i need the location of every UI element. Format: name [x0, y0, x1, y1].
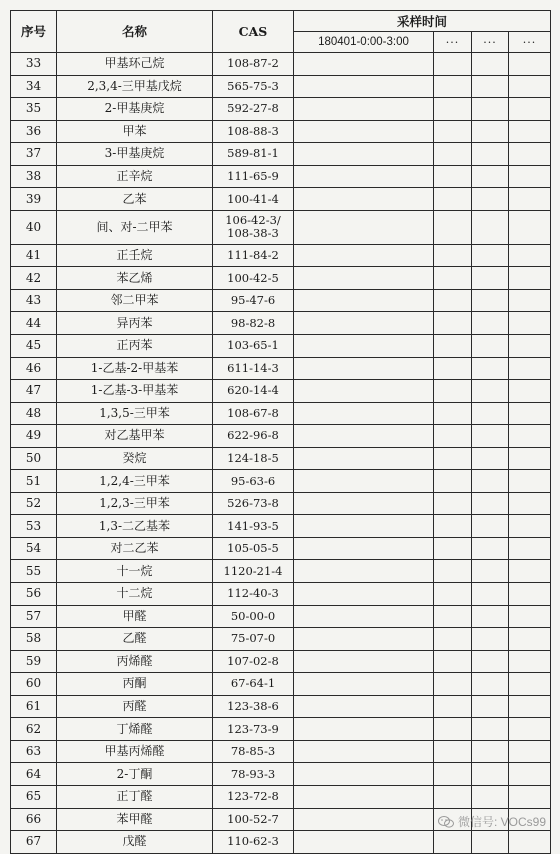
sample-cell: [472, 718, 509, 741]
row-number: 59: [11, 650, 57, 673]
sample-cell: [434, 447, 472, 470]
row-number: 46: [11, 357, 57, 380]
row-number: 36: [11, 120, 57, 143]
sample-cell: [472, 312, 509, 335]
sample-cell: [294, 515, 434, 538]
sample-cell: [434, 357, 472, 380]
row-number: 39: [11, 188, 57, 211]
table-row: [11, 650, 551, 673]
compound-name: 苯甲醛: [57, 808, 213, 831]
compound-name: 1,2,4-三甲苯: [57, 470, 213, 493]
sample-cell: [294, 673, 434, 696]
compound-name: 丙酮: [57, 673, 213, 696]
cas-number: 78-93-3: [213, 763, 294, 786]
sample-cell: [509, 267, 551, 290]
row-number: 45: [11, 335, 57, 358]
sample-cell: [509, 515, 551, 538]
compound-name: 1,3,5-三甲苯: [57, 402, 213, 425]
sample-cell: [294, 650, 434, 673]
sample-cell: [472, 515, 509, 538]
compound-name: 乙醛: [57, 628, 213, 651]
table-row: [11, 267, 551, 290]
watermark: [438, 813, 546, 830]
row-number: 42: [11, 267, 57, 290]
time-slot-header: ···: [509, 32, 551, 53]
cas-number: 123-73-9: [213, 718, 294, 741]
sample-cell: [294, 808, 434, 831]
sample-cell: [509, 695, 551, 718]
compound-name: 甲苯: [57, 120, 213, 143]
sample-cell: [509, 447, 551, 470]
sample-cell: [434, 763, 472, 786]
row-number: 67: [11, 831, 57, 854]
compound-name: 2-丁酮: [57, 763, 213, 786]
sample-cell: [294, 402, 434, 425]
sample-cell: [509, 785, 551, 808]
sample-cell: [434, 289, 472, 312]
table-row: [11, 335, 551, 358]
row-number: 60: [11, 673, 57, 696]
sample-cell: [509, 289, 551, 312]
cas-number: 124-18-5: [213, 447, 294, 470]
row-number: 61: [11, 695, 57, 718]
cas-number: 100-52-7: [213, 808, 294, 831]
sample-cell: [509, 425, 551, 448]
cas-number: 108-67-8: [213, 402, 294, 425]
sample-cell: [434, 312, 472, 335]
cas-number: 100-41-4: [213, 188, 294, 211]
compound-name: 2,3,4-三甲基戊烷: [57, 75, 213, 98]
row-number: 43: [11, 289, 57, 312]
sample-cell: [509, 98, 551, 121]
table-row: [11, 53, 551, 76]
sample-cell: [434, 120, 472, 143]
sample-cell: [434, 628, 472, 651]
sample-cell: [509, 312, 551, 335]
compound-name: 甲醛: [57, 605, 213, 628]
compound-name: 苯乙烯: [57, 267, 213, 290]
row-number: 54: [11, 537, 57, 560]
cas-number: 50-00-0: [213, 605, 294, 628]
sample-cell: [434, 673, 472, 696]
table-row: [11, 402, 551, 425]
row-number: 62: [11, 718, 57, 741]
table-row: [11, 560, 551, 583]
compound-name: 丙醛: [57, 695, 213, 718]
sample-cell: [472, 537, 509, 560]
table-row: [11, 289, 551, 312]
table-row: [11, 357, 551, 380]
sample-cell: [472, 740, 509, 763]
sampling-table-sheet: [10, 10, 550, 854]
row-number: 64: [11, 763, 57, 786]
sample-cell: [294, 425, 434, 448]
table-row: [11, 718, 551, 741]
table-row: [11, 165, 551, 188]
row-number: 57: [11, 605, 57, 628]
row-number: 51: [11, 470, 57, 493]
cas-number: 1120-21-4: [213, 560, 294, 583]
sample-cell: [294, 537, 434, 560]
sample-cell: [294, 120, 434, 143]
cas-number: 141-93-5: [213, 515, 294, 538]
table-row: [11, 425, 551, 448]
sample-cell: [294, 628, 434, 651]
sample-cell: [434, 188, 472, 211]
sample-cell: [509, 244, 551, 267]
compound-name: 戊醛: [57, 831, 213, 854]
row-number: 48: [11, 402, 57, 425]
wechat-icon: [438, 816, 454, 828]
sample-cell: [472, 402, 509, 425]
cas-number: 622-96-8: [213, 425, 294, 448]
sample-cell: [294, 210, 434, 244]
sample-cell: [472, 53, 509, 76]
row-number: 55: [11, 560, 57, 583]
table-row: [11, 75, 551, 98]
sample-cell: [434, 402, 472, 425]
compound-name: 丙烯醛: [57, 650, 213, 673]
sample-cell: [434, 53, 472, 76]
row-number: 49: [11, 425, 57, 448]
sample-cell: [472, 447, 509, 470]
cas-number: 123-38-6: [213, 695, 294, 718]
sample-cell: [509, 210, 551, 244]
table-body: [11, 53, 551, 854]
row-number: 63: [11, 740, 57, 763]
compound-name: 正壬烷: [57, 244, 213, 267]
cas-number-line: 108-38-3: [227, 226, 279, 241]
sample-cell: [472, 210, 509, 244]
sample-cell: [434, 143, 472, 166]
sample-cell: [472, 357, 509, 380]
table-row: [11, 380, 551, 403]
voc-sampling-table: [10, 10, 551, 854]
sample-cell: [294, 785, 434, 808]
sample-cell: [434, 335, 472, 358]
table-row: [11, 470, 551, 493]
table-row: [11, 605, 551, 628]
cas-number: 95-47-6: [213, 289, 294, 312]
cas-number: 589-81-1: [213, 143, 294, 166]
sample-cell: [472, 188, 509, 211]
table-header: [11, 11, 551, 53]
table-row: [11, 740, 551, 763]
cas-number: 112-40-3: [213, 583, 294, 606]
sample-cell: [472, 673, 509, 696]
table-row: [11, 537, 551, 560]
cas-number: 110-62-3: [213, 831, 294, 854]
table-row: [11, 98, 551, 121]
sample-cell: [472, 75, 509, 98]
sample-cell: [434, 380, 472, 403]
sample-cell: [472, 165, 509, 188]
sample-cell: [509, 143, 551, 166]
sample-cell: [294, 53, 434, 76]
col-header-sampling-time: 采样时间: [294, 11, 551, 32]
sample-cell: [509, 763, 551, 786]
cas-number: 78-85-3: [213, 740, 294, 763]
sample-cell: [294, 289, 434, 312]
sample-cell: [472, 98, 509, 121]
sample-cell: [294, 492, 434, 515]
cas-number: 108-87-2: [213, 53, 294, 76]
compound-name: 甲基环己烷: [57, 53, 213, 76]
sample-cell: [509, 673, 551, 696]
table-row: [11, 188, 551, 211]
sample-cell: [294, 335, 434, 358]
table-row: [11, 312, 551, 335]
cas-number: 526-73-8: [213, 492, 294, 515]
sample-cell: [294, 470, 434, 493]
cas-number: 111-84-2: [213, 244, 294, 267]
sample-cell: [294, 143, 434, 166]
sample-cell: [294, 447, 434, 470]
sample-cell: [434, 695, 472, 718]
cas-number: 103-65-1: [213, 335, 294, 358]
cas-number: 95-63-6: [213, 470, 294, 493]
sample-cell: [472, 785, 509, 808]
table-row: [11, 120, 551, 143]
compound-name: 异丙苯: [57, 312, 213, 335]
sample-cell: [509, 560, 551, 583]
table-row: [11, 492, 551, 515]
sample-cell: [294, 188, 434, 211]
compound-name: 正辛烷: [57, 165, 213, 188]
sample-cell: [294, 98, 434, 121]
sample-cell: [294, 380, 434, 403]
sample-cell: [294, 605, 434, 628]
table-row: [11, 447, 551, 470]
compound-name: 对二乙苯: [57, 537, 213, 560]
compound-name: 十二烷: [57, 583, 213, 606]
sample-cell: [434, 165, 472, 188]
sample-cell: [434, 718, 472, 741]
sample-cell: [434, 560, 472, 583]
sample-cell: [294, 583, 434, 606]
table-row: [11, 628, 551, 651]
table-row: [11, 244, 551, 267]
row-number: 41: [11, 244, 57, 267]
sample-cell: [294, 740, 434, 763]
col-header-name: 名称: [57, 11, 213, 53]
sample-cell: [434, 740, 472, 763]
compound-name: 1-乙基-3-甲基苯: [57, 380, 213, 403]
table-row: [11, 515, 551, 538]
sample-cell: [472, 143, 509, 166]
sample-cell: [434, 492, 472, 515]
sample-cell: [472, 335, 509, 358]
sample-cell: [509, 380, 551, 403]
cas-number: 111-65-9: [213, 165, 294, 188]
sample-cell: [434, 785, 472, 808]
row-number: 58: [11, 628, 57, 651]
sample-cell: [472, 560, 509, 583]
sample-cell: [509, 335, 551, 358]
sample-cell: [509, 583, 551, 606]
sample-cell: [434, 210, 472, 244]
sample-cell: [434, 831, 472, 854]
row-number: 34: [11, 75, 57, 98]
sample-cell: [472, 605, 509, 628]
sample-cell: [509, 188, 551, 211]
sample-cell: [294, 267, 434, 290]
table-row: [11, 210, 551, 244]
sample-cell: [472, 244, 509, 267]
compound-name: 丁烯醛: [57, 718, 213, 741]
row-number: 37: [11, 143, 57, 166]
sample-cell: [434, 267, 472, 290]
compound-name: 3-甲基庚烷: [57, 143, 213, 166]
table-row: [11, 673, 551, 696]
col-header-cas: CAS: [213, 11, 294, 53]
row-number: 53: [11, 515, 57, 538]
cas-number: 67-64-1: [213, 673, 294, 696]
col-header-no: 序号: [11, 11, 57, 53]
row-number: 65: [11, 785, 57, 808]
cas-number-line: 106-42-3/: [225, 213, 281, 228]
cas-number: 98-82-8: [213, 312, 294, 335]
sample-cell: [472, 120, 509, 143]
cas-number: 611-14-3: [213, 357, 294, 380]
row-number: 40: [11, 210, 57, 244]
sample-cell: [509, 470, 551, 493]
sample-cell: [472, 425, 509, 448]
sample-cell: [509, 537, 551, 560]
compound-name: 甲基丙烯醛: [57, 740, 213, 763]
compound-name: 十一烷: [57, 560, 213, 583]
sample-cell: [434, 470, 472, 493]
sample-cell: [472, 267, 509, 290]
time-slot-header: ···: [434, 32, 472, 53]
sample-cell: [509, 628, 551, 651]
row-number: 44: [11, 312, 57, 335]
sample-cell: [509, 357, 551, 380]
sample-cell: [294, 244, 434, 267]
sample-cell: [294, 560, 434, 583]
sample-cell: [472, 289, 509, 312]
row-number: 38: [11, 165, 57, 188]
compound-name: 间、对-二甲苯: [57, 210, 213, 244]
sample-cell: [472, 628, 509, 651]
cas-number: 100-42-5: [213, 267, 294, 290]
row-number: 33: [11, 53, 57, 76]
row-number: 66: [11, 808, 57, 831]
sample-cell: [294, 763, 434, 786]
sample-cell: [509, 740, 551, 763]
sample-cell: [294, 312, 434, 335]
sample-cell: [509, 718, 551, 741]
table-row: [11, 143, 551, 166]
sample-cell: [294, 831, 434, 854]
sample-cell: [472, 470, 509, 493]
cas-number: 565-75-3: [213, 75, 294, 98]
sample-cell: [294, 718, 434, 741]
sample-cell: [434, 537, 472, 560]
row-number: 47: [11, 380, 57, 403]
row-number: 50: [11, 447, 57, 470]
time-slot-header: ···: [472, 32, 509, 53]
sample-cell: [509, 120, 551, 143]
sample-cell: [472, 380, 509, 403]
sample-cell: [434, 650, 472, 673]
sample-cell: [472, 650, 509, 673]
sample-cell: [434, 583, 472, 606]
compound-name: 1,3-二乙基苯: [57, 515, 213, 538]
sample-cell: [294, 165, 434, 188]
cas-number: 620-14-4: [213, 380, 294, 403]
table-row: [11, 583, 551, 606]
cas-number: 105-05-5: [213, 537, 294, 560]
sample-cell: [434, 515, 472, 538]
compound-name: 癸烷: [57, 447, 213, 470]
compound-name: 1,2,3-三甲苯: [57, 492, 213, 515]
row-number: 52: [11, 492, 57, 515]
sample-cell: [509, 165, 551, 188]
sample-cell: [472, 831, 509, 854]
cas-number: [213, 210, 294, 244]
sample-cell: [294, 695, 434, 718]
sample-cell: [294, 357, 434, 380]
time-slot-header: 180401-0:00-3:00: [294, 32, 434, 53]
cas-number: 75-07-0: [213, 628, 294, 651]
compound-name: 正丁醛: [57, 785, 213, 808]
row-number: 35: [11, 98, 57, 121]
sample-cell: [509, 402, 551, 425]
sample-cell: [509, 831, 551, 854]
table-row: [11, 831, 551, 854]
sample-cell: [509, 605, 551, 628]
sample-cell: [294, 75, 434, 98]
table-row: [11, 695, 551, 718]
compound-name: 对乙基甲苯: [57, 425, 213, 448]
cas-number: 108-88-3: [213, 120, 294, 143]
watermark-text: 微信号: VOCs99: [457, 815, 546, 829]
cas-number: 123-72-8: [213, 785, 294, 808]
sample-cell: [434, 605, 472, 628]
row-number: 56: [11, 583, 57, 606]
sample-cell: [472, 583, 509, 606]
compound-name: 1-乙基-2-甲基苯: [57, 357, 213, 380]
sample-cell: [509, 492, 551, 515]
sample-cell: [509, 650, 551, 673]
sample-cell: [472, 695, 509, 718]
table-row: [11, 785, 551, 808]
sample-cell: [434, 244, 472, 267]
sample-cell: [434, 98, 472, 121]
sample-cell: [434, 425, 472, 448]
table-row: [11, 763, 551, 786]
sample-cell: [472, 763, 509, 786]
sample-cell: [509, 75, 551, 98]
sample-cell: [434, 75, 472, 98]
cas-number: 107-02-8: [213, 650, 294, 673]
compound-name: 乙苯: [57, 188, 213, 211]
compound-name: 正丙苯: [57, 335, 213, 358]
cas-number: 592-27-8: [213, 98, 294, 121]
compound-name: 2-甲基庚烷: [57, 98, 213, 121]
compound-name: 邻二甲苯: [57, 289, 213, 312]
sample-cell: [509, 53, 551, 76]
sample-cell: [472, 492, 509, 515]
